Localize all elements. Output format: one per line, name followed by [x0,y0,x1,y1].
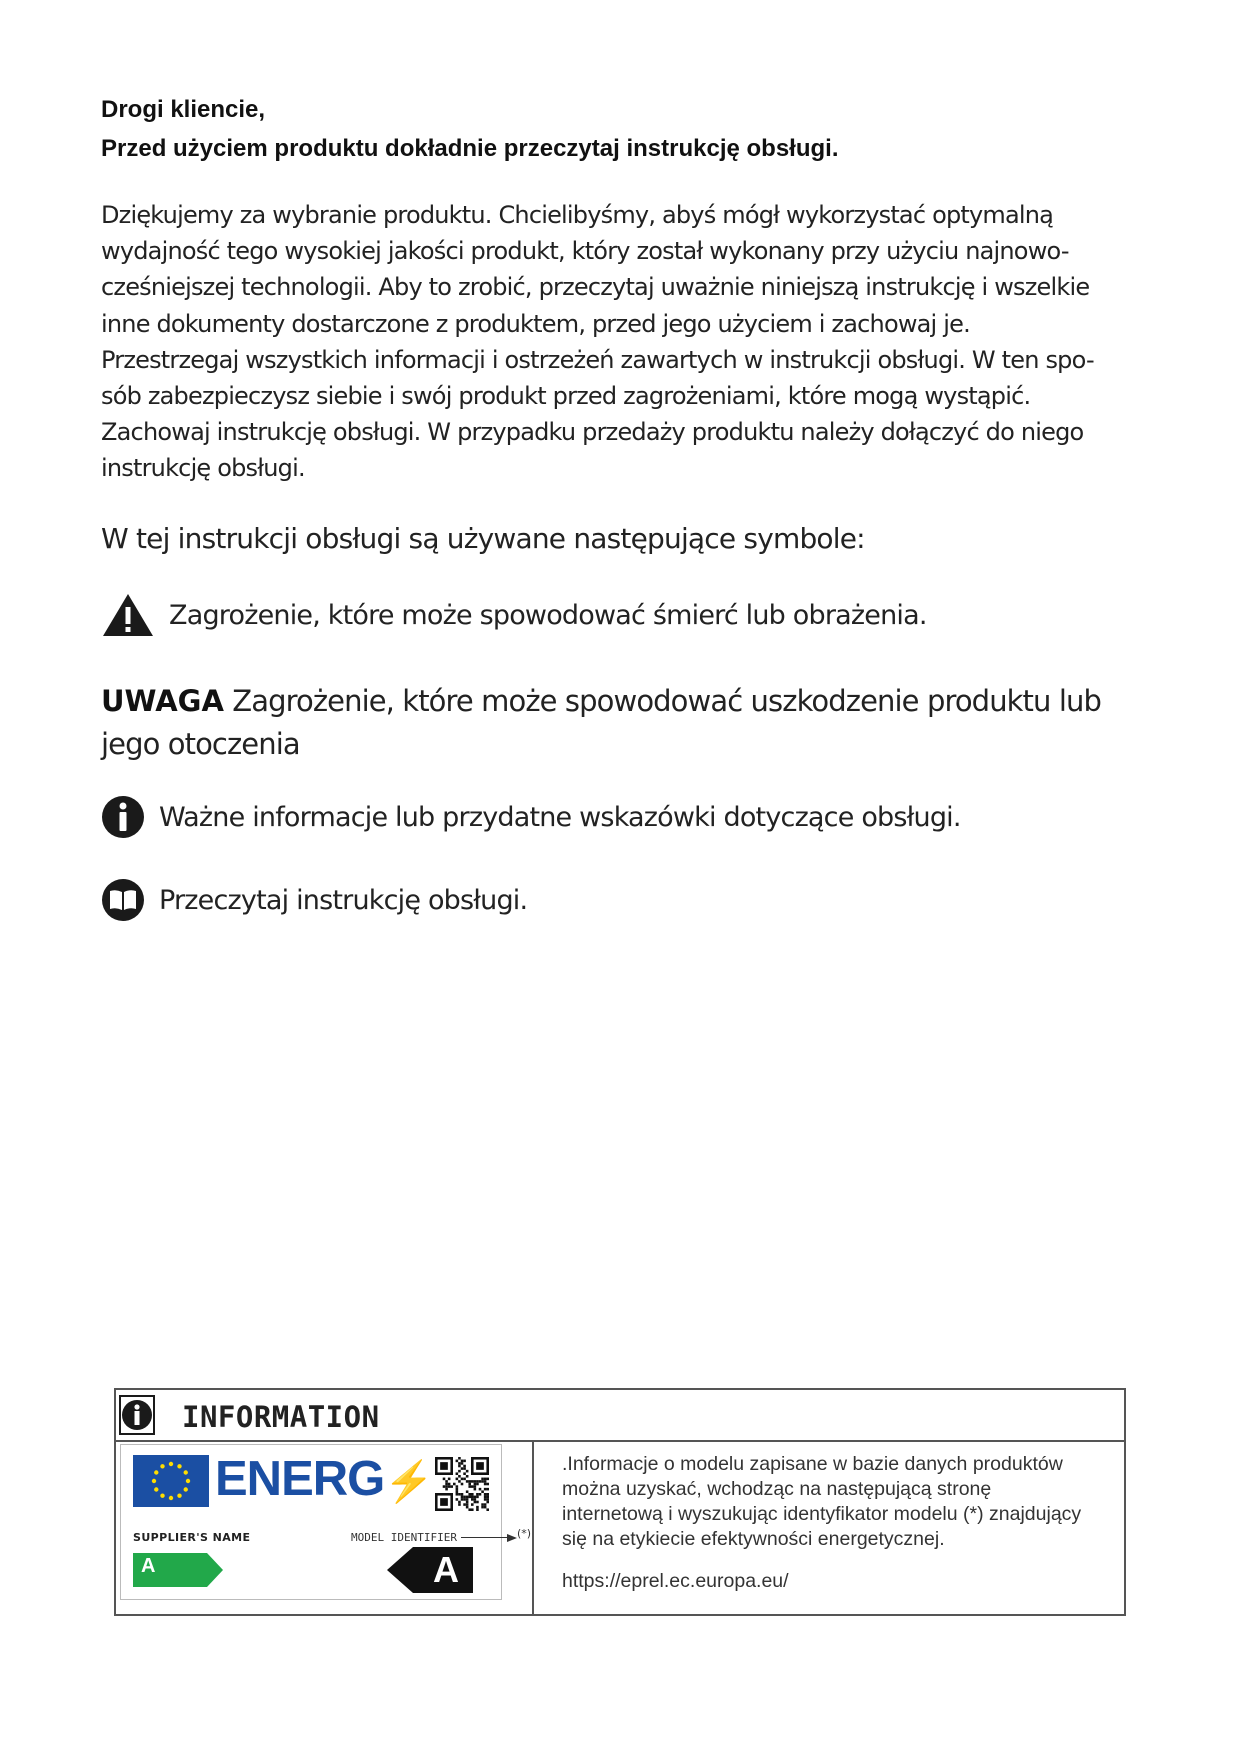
info-symbol-row [101,795,961,839]
description-line: się na etykiecie efektywności energetycznej. [562,1528,945,1550]
intro-paragraph [101,197,1146,487]
warning-triangle-icon [101,592,155,638]
description-line: internetową i wyszukując identyfikator modelu (*) znajdujący [562,1503,1082,1525]
eu-flag-icon [133,1455,209,1507]
green-class-letter: A [141,1555,156,1577]
intro-line: Zachowaj instrukcję obsługi. W przypadku przedaży produktu należy dołączyć do niego [101,418,1084,447]
read-manual-description: Przeczytaj instrukcję obsługi. [159,884,528,916]
supplier-name-label: SUPPLIER'S NAME [133,1531,251,1544]
warning-symbol-row [101,592,927,638]
energy-label-card [120,1444,532,1600]
intro-line: sób zabezpieczysz siebie i swój produkt przed zagrożeniami, które mogą wystąpić. [101,382,1031,411]
energy-wordmark [215,1451,433,1507]
eu-star [154,1470,158,1474]
lightning-icon: ⚡ [384,1460,434,1504]
greeting-block [101,90,1141,168]
description-line: .Informacje o modelu zapisane w bazie danych produktów [562,1453,1063,1475]
uwaga-note [101,680,1151,766]
greeting-instruction: Przed użyciem produktu dokładnie przeczytaj instrukcję obsługi. [101,135,839,162]
greeting-line: Drogi kliencie, [101,96,266,123]
warning-description: Zagrożenie, które może spowodować śmierć lub obrażenia. [169,599,927,631]
book-icon [101,878,145,922]
eu-star [177,1464,181,1468]
information-title: INFORMATION [182,1400,380,1434]
energy-label-area [116,1442,534,1614]
intro-line: instrukcję obsługi. [101,454,305,483]
black-class-arrow [387,1547,473,1593]
info-square-icon [119,1395,155,1435]
energy-information-box [114,1388,1126,1616]
eprel-url-link[interactable]: https://eprel.ec.europa.eu/ [562,1570,789,1592]
info-icon [101,795,145,839]
uwaga-description: Zagrożenie, które może spowodować uszkodzenie produktu lub jego otoczenia [101,684,1101,761]
eu-star [152,1479,156,1483]
eu-star [177,1494,181,1498]
description-line: można uzyskać, wchodząc na następującą stronę [562,1478,992,1500]
eu-star [154,1487,158,1491]
eu-star [186,1479,190,1483]
eprel-description [562,1452,1102,1552]
intro-line: Dziękujemy za wybranie produktu. Chcielibyśmy, abyś mógł wykorzystać optymalną [101,201,1054,229]
information-header [116,1390,1124,1442]
eu-star [160,1494,164,1498]
info-description: Ważne informacje lub przydatne wskazówki dotyczące obsługi. [159,801,961,833]
intro-line: Przestrzegaj wszystkich informacji i ostrzeżeń zawartych w instrukcji obsługi. W ten spo- [101,345,1094,374]
qr-code-icon[interactable] [435,1457,489,1511]
eu-star [169,1462,173,1466]
eu-star [169,1496,173,1500]
intro-line: cześniejszej technologii. Aby to zrobić, przeczytaj uważnie niniejszą instrukcję i wszelkie [101,273,1090,302]
intro-line: wydajność tego wysokiej jakości produkt, który został wykonany przy użyciu najnowo- [101,237,1069,266]
energy-text: ENERG [215,1452,385,1506]
black-class-letter: A [433,1549,459,1590]
eu-star [184,1470,188,1474]
eu-star [184,1487,188,1491]
model-pointer-line [461,1537,513,1538]
eu-star [160,1464,164,1468]
intro-line: inne dokumenty dostarczone z produktem, przed jego użyciem i zachowaj je. [101,309,970,338]
uwaga-label: UWAGA [101,684,224,718]
symbols-heading: W tej instrukcji obsługi są używane następujące symbole: [101,522,865,555]
read-manual-row [101,878,527,922]
model-asterisk: (*) [517,1527,532,1540]
model-identifier-label: MODEL IDENTIFIER [351,1531,457,1544]
arrow-right-icon [507,1533,517,1543]
